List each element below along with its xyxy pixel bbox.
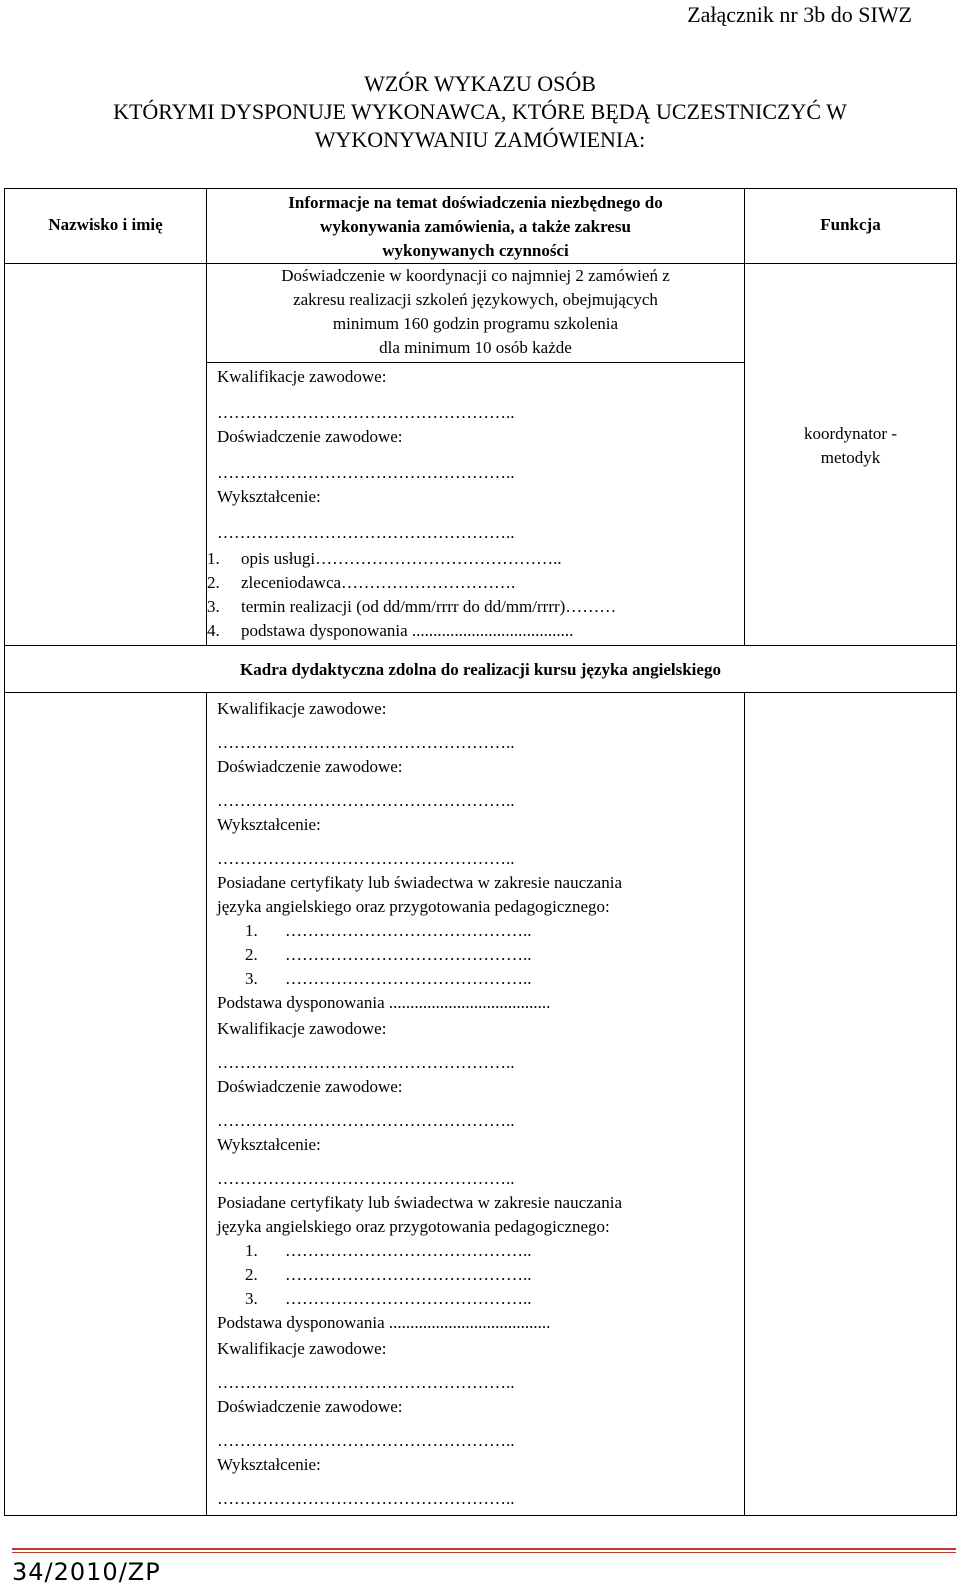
list-item: 4. podstawa dysponowania ...................................... [207, 621, 574, 640]
footer-rule [12, 1552, 956, 1553]
field-label: Kwalifikacje zawodowe: [217, 1339, 387, 1358]
certificate-item: 2. …………………………………….. [245, 945, 532, 964]
document-title [0, 70, 960, 154]
teaching-staff-header: Kadra dydaktyczna zdolna do realizacji kursu języka angielskiego [5, 646, 957, 693]
fill-in-dots[interactable]: …………………………………………….. [217, 849, 515, 868]
teacher-function-cell[interactable] [745, 693, 957, 1516]
list-item: 1. opis usługi…………………………………….. [207, 549, 562, 568]
fill-in-dots[interactable]: …………………………………………….. [217, 1373, 515, 1392]
certificates-label: Posiadane certyfikaty lub świadectwa w zakresie nauczania [217, 1193, 622, 1212]
coordinator-requirement: Doświadczenie w koordynacji co najmniej 2 zamówień z zakresu realizacji szkoleń językowych, obejmujących minimum 160 godzin programu szkolenia dla minimum 10 osób każde [207, 264, 744, 363]
teacher-block [207, 693, 744, 1017]
field-label: Doświadczenie zawodowe: [217, 757, 403, 776]
field-label: Wykształcenie: [217, 1135, 321, 1154]
fill-in-dots[interactable]: …………………………………………….. [217, 733, 515, 752]
persons-table [4, 188, 957, 1516]
certificate-item: 1. …………………………………….. [245, 1241, 532, 1260]
fill-in-dots[interactable]: …………………………………………….. [217, 523, 515, 542]
field-label: Kwalifikacje zawodowe: [217, 699, 387, 718]
certificates-label: języka angielskiego oraz przygotowania pedagogicznego: [217, 897, 610, 916]
list-item: 2. zleceniodawca…………………………. [207, 573, 516, 592]
teacher-row [5, 693, 957, 1516]
footer-rule [12, 1548, 956, 1550]
list-item: 3. termin realizacji (od dd/mm/rrrr do dd/mm/rrrr)……… [207, 597, 617, 616]
teacher-block [207, 1017, 744, 1337]
function-column-header: Funkcja [745, 189, 957, 264]
title-line: WZÓR WYKAZU OSÓB [364, 71, 596, 96]
field-label: Doświadczenie zawodowe: [217, 427, 403, 446]
certificate-item: 3. …………………………………….. [245, 969, 532, 988]
coordinator-info-cell [207, 264, 745, 646]
coordinator-row [5, 264, 957, 646]
basis-line[interactable]: Podstawa dysponowania ...................................... [217, 1313, 551, 1332]
coordinator-list [207, 547, 744, 645]
coordinator-fields [207, 363, 744, 547]
name-column-header: Nazwisko i imię [5, 189, 207, 264]
table-header-row [5, 189, 957, 264]
coordinator-name-cell[interactable] [5, 264, 207, 646]
fill-in-dots[interactable]: …………………………………………….. [217, 1489, 515, 1508]
field-label: Doświadczenie zawodowe: [217, 1077, 403, 1096]
field-label: Wykształcenie: [217, 815, 321, 834]
fill-in-dots[interactable]: …………………………………………….. [217, 463, 515, 482]
certificate-item: 1. …………………………………….. [245, 921, 532, 940]
fill-in-dots[interactable]: …………………………………………….. [217, 1111, 515, 1130]
fill-in-dots[interactable]: …………………………………………….. [217, 1169, 515, 1188]
field-label: Wykształcenie: [217, 487, 321, 506]
field-label: Wykształcenie: [217, 1455, 321, 1474]
fill-in-dots[interactable]: …………………………………………….. [217, 1053, 515, 1072]
field-label: Kwalifikacje zawodowe: [217, 367, 387, 386]
footer-code: 34/2010/ZP [12, 1558, 161, 1586]
teacher-info-cell [207, 693, 745, 1516]
teacher-name-cell[interactable] [5, 693, 207, 1516]
title-line: WYKONYWANIU ZAMÓWIENIA: [314, 127, 646, 152]
teaching-staff-header-row [5, 646, 957, 693]
fill-in-dots[interactable]: …………………………………………….. [217, 791, 515, 810]
certificates-label: języka angielskiego oraz przygotowania pedagogicznego: [217, 1217, 610, 1236]
certificates-label: Posiadane certyfikaty lub świadectwa w zakresie nauczania [217, 873, 622, 892]
title-line: KTÓRYMI DYSPONUJE WYKONAWCA, KTÓRE BĘDĄ UCZESTNICZYĆ W [113, 99, 847, 124]
certificate-item: 3. …………………………………….. [245, 1289, 532, 1308]
basis-line[interactable]: Podstawa dysponowania ...................................... [217, 993, 551, 1012]
teacher-block [207, 1337, 744, 1515]
annex-label: Załącznik nr 3b do SIWZ [687, 2, 912, 27]
field-label: Kwalifikacje zawodowe: [217, 1019, 387, 1038]
certificate-item: 2. …………………………………….. [245, 1265, 532, 1284]
coordinator-function-cell: koordynator - metodyk [745, 264, 957, 646]
info-column-header: Informacje na temat doświadczenia niezbędnego do wykonywania zamówienia, a także zakresu wykonywanych czynności [207, 189, 745, 264]
fill-in-dots[interactable]: …………………………………………….. [217, 403, 515, 422]
fill-in-dots[interactable]: …………………………………………….. [217, 1431, 515, 1450]
field-label: Doświadczenie zawodowe: [217, 1397, 403, 1416]
